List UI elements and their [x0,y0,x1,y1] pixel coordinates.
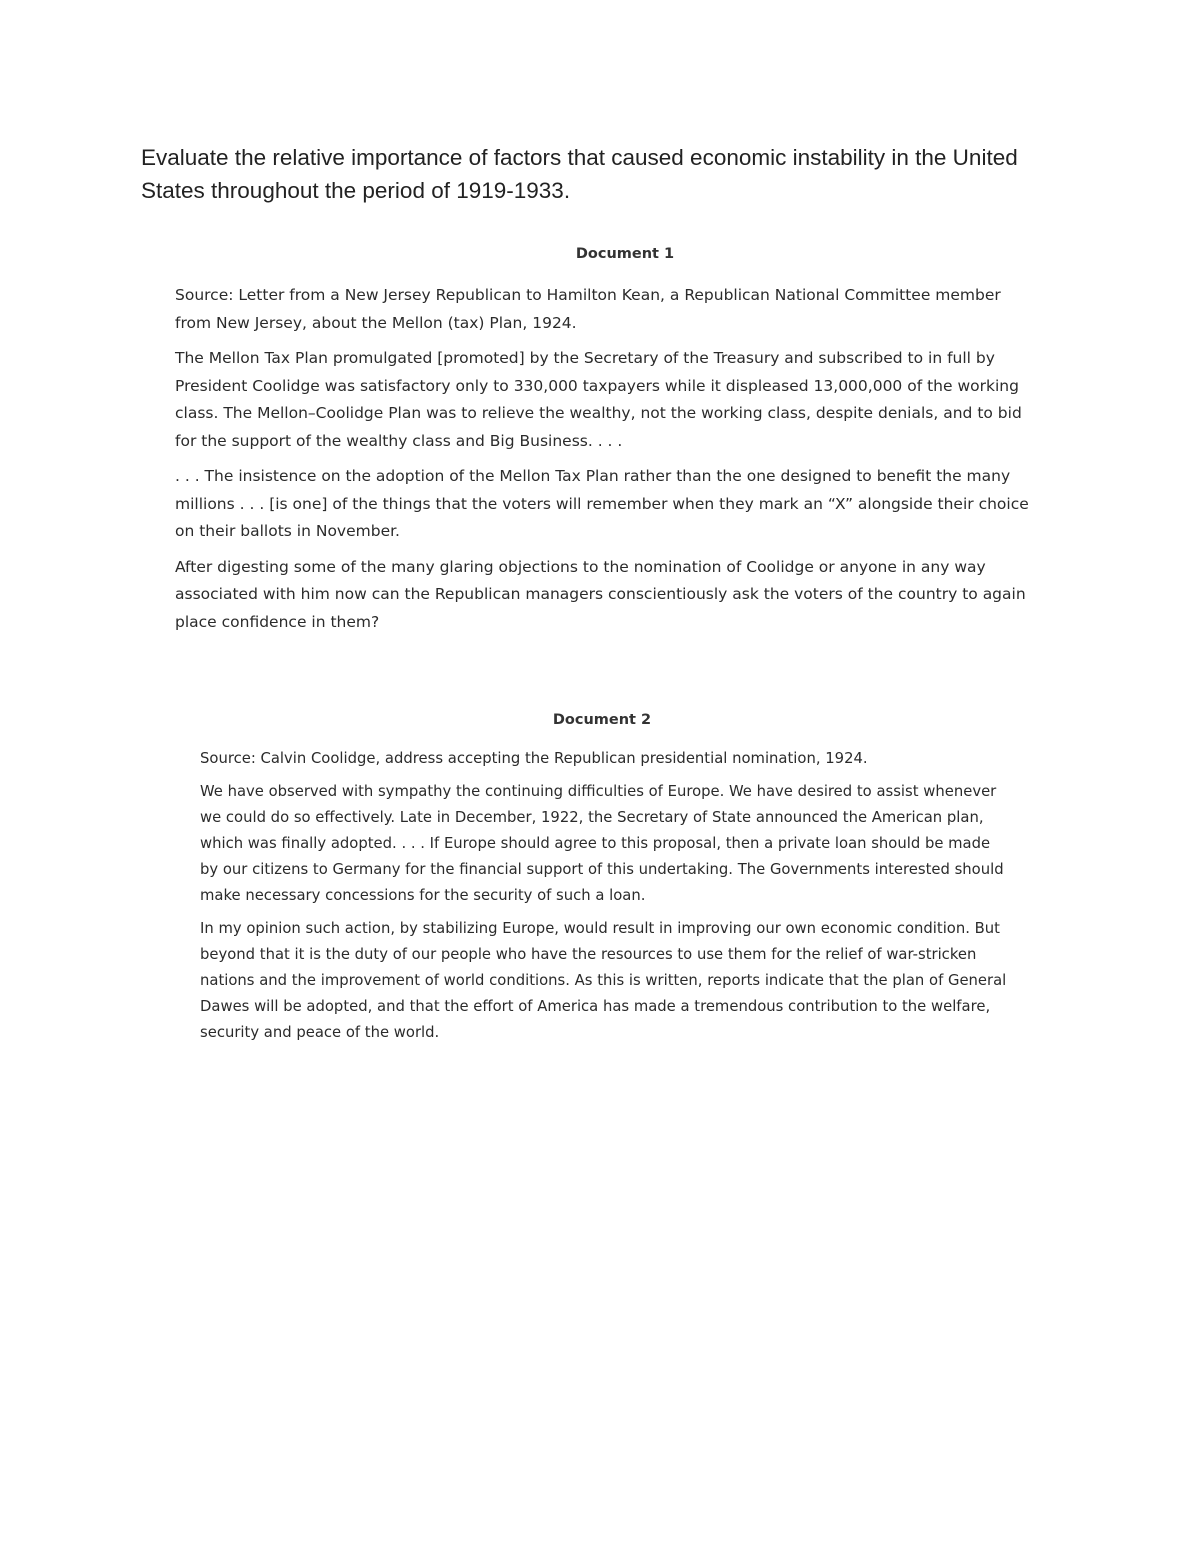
essay-prompt: Evaluate the relative importance of factors that caused economic instability in the United States throughout the period of 1919-1933. [141,145,1018,203]
document-paragraph: The Mellon Tax Plan promulgated [promoted] by the Secretary of the Treasury and subscribed to in full by President Coolidge was satisfactory only to 330,000 taxpayers while it displeased 13,000,000 of the working class. The Mellon–Coolidge Plan was to relieve the wealthy, not the working class, despite denials, and to bid for the support of the wealthy class and Big Business. . . . [175,349,1022,450]
document-paragraph: . . . The insistence on the adoption of the Mellon Tax Plan rather than the one designed to benefit the many millions . . . [is one] of the things that the voters will remember when they mark an “X” alongside their choice on their ballots in November. [175,467,1029,540]
document-1 [175,246,1035,636]
document-paragraph: After digesting some of the many glaring objections to the nomination of Coolidge or anyone in any way associated with him now can the Republican managers conscientiously ask the voters of the country to again place confidence in them? [175,557,1026,631]
document-2 [200,712,1010,1046]
document-paragraph: In my opinion such action, by stabilizing Europe, would result in improving our own economic condition. But beyond that it is the duty of our people who have the resources to use them for the relief of war-stricken nations and the improvement of world conditions. As this is written, reports indicate that the plan of General Dawes will be adopted, and that the effort of America has made a tremendous contribution to the welfare, security and peace of the world. [200,920,1007,1041]
document-paragraph: We have observed with sympathy the continuing difficulties of Europe. We have desired to assist whenever we could do so effectively. Late in December, 1922, the Secretary of State announced the American plan, which was finally adopted. . . . If Europe should agree to this proposal, then a private loan should be made by our citizens to Germany for the financial support of this undertaking. The Governments interested should make necessary concessions for the security of such a loan. [200,783,1004,904]
document-source: Source: Calvin Coolidge, address accepting the Republican presidential nomination, 1924. [200,750,868,767]
document-heading: Document 2 [552,712,652,728]
document-source: Source: Letter from a New Jersey Republican to Hamilton Kean, a Republican National Committee member from New Jersey, about the Mellon (tax) Plan, 1924. [175,286,1001,332]
document-heading: Document 1 [575,246,675,262]
